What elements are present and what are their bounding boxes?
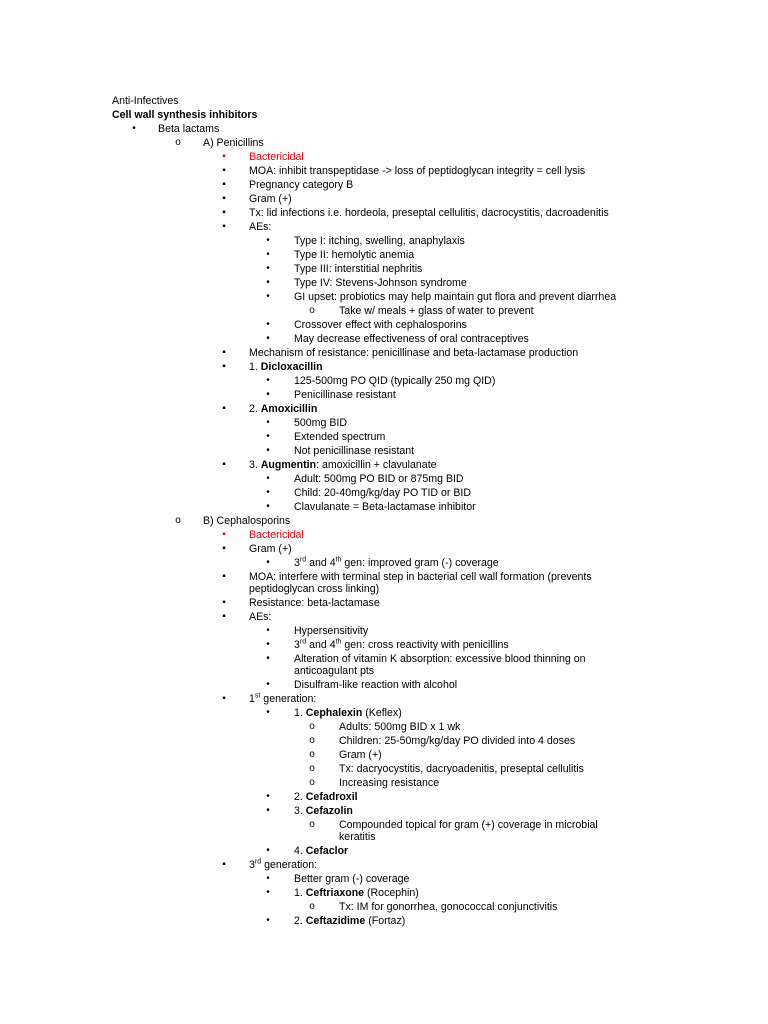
line-text	[249, 528, 304, 542]
line-text	[294, 388, 396, 402]
bullet-marker: •	[266, 319, 270, 330]
line-text	[249, 360, 323, 374]
text-run: Children: 25-50mg/kg/day PO divided into 4 doses	[339, 735, 576, 747]
line-text	[294, 248, 414, 262]
bullet-marker: ▪	[222, 403, 226, 414]
line-text	[294, 262, 422, 276]
text-run: Crossover effect with cephalosporins	[294, 319, 467, 331]
text-run: Gram (+)	[249, 193, 292, 205]
text-run: Compounded topical for gram (+) coverage in microbial	[339, 819, 598, 831]
text-run: 1.	[249, 361, 261, 373]
line-text	[294, 430, 385, 444]
text-run: 2.	[294, 915, 306, 927]
bullet-marker: o	[309, 763, 315, 774]
bullet-marker: ▪	[222, 165, 226, 176]
text-run: GI upset: probiotics may help maintain gut flora and prevent diarrhea	[294, 291, 617, 303]
bullet-marker: o	[309, 901, 315, 912]
text-run: Adults: 500mg BID x 1 wk	[339, 721, 461, 733]
line-text	[249, 220, 271, 234]
text-run: Adult: 500mg PO BID or 875mg BID	[294, 473, 464, 485]
bullet-marker: o	[309, 305, 315, 316]
text-run: Beta lactams	[158, 123, 220, 135]
line-text	[294, 790, 358, 804]
text-run: B) Cephalosporins	[203, 515, 291, 527]
ordinal-suffix: rd	[299, 556, 307, 564]
text-run: 1.	[294, 707, 306, 719]
drug-name: Cefadroxil	[305, 791, 358, 803]
text-run: Increasing resistance	[339, 777, 440, 789]
line-text	[339, 304, 534, 318]
text-run: Hypersensitivity	[294, 625, 369, 637]
text-run: gen: cross reactivity with penicillins	[341, 639, 509, 651]
text-run: MOA: interfere with terminal step in bacterial cell wall formation (prevents	[249, 571, 592, 583]
line-text	[294, 664, 374, 678]
line-text	[294, 914, 405, 928]
bullet-marker: •	[266, 679, 270, 690]
text-run: Child: 20-40mg/kg/day PO TID or BID	[294, 487, 472, 499]
text-run: Tx: IM for gonorrhea, gonococcal conjunctivitis	[339, 901, 558, 913]
text-run: Gram (+)	[339, 749, 382, 761]
line-text	[249, 150, 304, 164]
text-run: and 4	[306, 557, 336, 569]
bullet-marker: •	[266, 873, 270, 884]
text-run: Tx: lid infections i.e. hordeola, preseptal cellulitis, dacrocystitis, dacroadenitis	[249, 207, 609, 219]
text-run: Mechanism of resistance: penicillinase and beta-lactamase production	[249, 347, 579, 359]
bullet-marker: •	[266, 263, 270, 274]
text-run: 1.	[294, 887, 306, 899]
bullet-marker: •	[266, 805, 270, 816]
bullet-marker: o	[175, 137, 181, 148]
bullet-marker: ▪	[222, 151, 226, 162]
bullet-marker: ▪	[222, 611, 226, 622]
bullet-marker: •	[266, 707, 270, 718]
bullet-marker: o	[309, 749, 315, 760]
line-text	[294, 678, 457, 692]
line-text	[339, 720, 460, 734]
line-text	[294, 234, 465, 248]
line-text	[249, 458, 437, 472]
text-run: and 4	[306, 639, 336, 651]
text-run: Type I: itching, swelling, anaphylaxis	[294, 235, 465, 247]
bullet-marker: ▪	[222, 571, 226, 582]
line-text	[339, 748, 382, 762]
bullet-marker: o	[309, 819, 315, 830]
text-run: A) Penicillins	[203, 137, 264, 149]
bullet-marker: ▪	[222, 347, 226, 358]
line-text	[294, 444, 414, 458]
line-text	[294, 416, 347, 430]
bullet-marker: ▪	[222, 221, 226, 232]
drug-name: Cefaclor	[305, 845, 349, 857]
text-run: 3	[249, 859, 255, 871]
drug-name: Cell wall synthesis inhibitors	[112, 109, 258, 121]
line-text	[294, 374, 495, 388]
text-run: 4.	[294, 845, 306, 857]
line-text	[203, 136, 264, 150]
line-text	[249, 610, 271, 624]
text-run: Type IV: Stevens-Johnson syndrome	[294, 277, 467, 289]
bullet-marker: o	[309, 721, 315, 732]
ordinal-suffix: th	[335, 556, 342, 564]
drug-name: Amoxicillin	[260, 403, 318, 415]
bullet-marker: ▪	[222, 529, 226, 540]
bullet-marker: •	[132, 123, 136, 134]
line-text	[249, 178, 353, 192]
text-run: (Fortaz)	[365, 915, 406, 927]
line-text	[294, 706, 402, 720]
bullet-marker: ▪	[222, 361, 226, 372]
bullet-marker: •	[266, 915, 270, 926]
line-text	[294, 556, 499, 570]
text-run: Not penicillinase resistant	[294, 445, 415, 457]
bullet-marker: ▪	[222, 543, 226, 554]
line-text	[294, 486, 471, 500]
text-run: 2.	[294, 791, 306, 803]
bullet-marker: •	[266, 791, 270, 802]
text-run: May decrease effectiveness of oral contraceptives	[294, 333, 529, 345]
line-text	[294, 844, 348, 858]
ordinal-suffix: rd	[299, 638, 307, 646]
bullet-marker: •	[266, 417, 270, 428]
text-run: AEs:	[249, 611, 272, 623]
drug-name: Ceftazidime	[305, 915, 366, 927]
text-run: AEs:	[249, 221, 272, 233]
text-run: Penicillinase resistant	[294, 389, 396, 401]
line-text	[249, 402, 317, 416]
text-run: Gram (+)	[249, 543, 292, 555]
text-run: Disulfram-like reaction with alcohol	[294, 679, 458, 691]
line-text	[249, 206, 609, 220]
bullet-marker: •	[266, 845, 270, 856]
bullet-marker: ▪	[222, 459, 226, 470]
bullet-marker: •	[266, 291, 270, 302]
text-run: Extended spectrum	[294, 431, 386, 443]
text-run: Bactericidal	[249, 151, 304, 163]
line-text	[339, 762, 584, 776]
bullet-marker: o	[175, 515, 181, 526]
line-text	[249, 164, 585, 178]
drug-name: Augmentin	[260, 459, 317, 471]
text-run: 500mg BID	[294, 417, 347, 429]
bullet-marker: •	[266, 653, 270, 664]
line-text	[294, 332, 529, 346]
bullet-marker: •	[266, 389, 270, 400]
drug-name: Ceftriaxone	[305, 887, 365, 899]
line-text	[294, 804, 353, 818]
text-run: peptidoglycan cross linking)	[249, 583, 380, 595]
text-run: 1	[249, 693, 255, 705]
line-text	[339, 900, 557, 914]
bullet-marker: ▪	[222, 693, 226, 704]
bullet-marker: ▪	[222, 859, 226, 870]
line-text	[158, 122, 219, 136]
text-run: anticoagulant pts	[294, 665, 375, 677]
ordinal-suffix: th	[335, 638, 342, 646]
bullet-marker: •	[266, 333, 270, 344]
text-run: generation:	[260, 693, 317, 705]
line-text	[112, 108, 257, 122]
bullet-marker: o	[309, 777, 315, 788]
line-text	[339, 734, 575, 748]
line-text	[249, 596, 380, 610]
bullet-marker: ▪	[222, 597, 226, 608]
bullet-marker: •	[266, 431, 270, 442]
text-run: generation:	[261, 859, 318, 871]
text-run: Resistance: beta-lactamase	[249, 597, 380, 609]
line-text	[339, 830, 376, 844]
line-text	[203, 514, 290, 528]
drug-name: Cefazolin	[305, 805, 353, 817]
line-text	[294, 290, 616, 304]
bullet-marker: o	[309, 735, 315, 746]
bullet-marker: •	[266, 557, 270, 568]
text-run: Anti-Infectives	[112, 95, 179, 107]
bullet-marker: ▪	[222, 207, 226, 218]
bullet-marker: •	[266, 375, 270, 386]
line-text	[294, 638, 509, 652]
text-run: 3.	[294, 805, 306, 817]
text-run: Alteration of vitamin K absorption: excessive blood thinning on	[294, 653, 586, 665]
line-text	[294, 276, 467, 290]
text-run: Take w/ meals + glass of water to prevent	[339, 305, 534, 317]
bullet-marker: •	[266, 249, 270, 260]
drug-name: Cephalexin	[305, 707, 363, 719]
line-text	[112, 94, 179, 108]
bullet-marker: •	[266, 277, 270, 288]
text-run: Pregnancy category B	[249, 179, 354, 191]
line-text	[249, 582, 379, 596]
text-run: Type III: interstitial nephritis	[294, 263, 423, 275]
text-run: 125-500mg PO QID (typically 250 mg QID)	[294, 375, 496, 387]
line-text	[249, 692, 316, 706]
text-run: (Keflex)	[362, 707, 402, 719]
bullet-marker: •	[266, 445, 270, 456]
line-text	[339, 818, 598, 832]
line-text	[294, 318, 467, 332]
text-run: keratitis	[339, 831, 376, 843]
bullet-marker: •	[266, 639, 270, 650]
text-run: 3.	[249, 459, 261, 471]
bullet-marker: ▪	[222, 179, 226, 190]
line-text	[249, 542, 292, 556]
text-run: gen: improved gram (-) coverage	[341, 557, 499, 569]
bullet-marker: •	[266, 473, 270, 484]
text-run: 3	[294, 639, 300, 651]
text-run: Clavulanate = Beta-lactamase inhibitor	[294, 501, 476, 513]
text-run: Better gram (-) coverage	[294, 873, 410, 885]
text-run: (Rocephin)	[364, 887, 419, 899]
ordinal-suffix: rd	[254, 858, 262, 866]
line-text	[339, 776, 439, 790]
drug-name: Dicloxacillin	[260, 361, 323, 373]
text-run: Tx: dacryocystitis, dacryoadenitis, preseptal cellulitis	[339, 763, 584, 775]
ordinal-suffix: st	[254, 692, 261, 700]
text-run: 2.	[249, 403, 261, 415]
bullet-marker: •	[266, 887, 270, 898]
bullet-marker: •	[266, 501, 270, 512]
text-run: Bactericidal	[249, 529, 304, 541]
bullet-marker: •	[266, 625, 270, 636]
line-text	[294, 886, 419, 900]
line-text	[249, 346, 578, 360]
line-text	[249, 858, 317, 872]
line-text	[294, 624, 368, 638]
bullet-marker: •	[266, 235, 270, 246]
line-text	[294, 500, 476, 514]
line-text	[294, 472, 464, 486]
text-run: : amoxicillin + clavulanate	[316, 459, 437, 471]
text-run: MOA: inhibit transpeptidase -> loss of peptidoglycan integrity = cell lysis	[249, 165, 586, 177]
line-text	[249, 192, 292, 206]
line-text	[294, 872, 409, 886]
text-run: Type II: hemolytic anemia	[294, 249, 415, 261]
bullet-marker: ▪	[222, 193, 226, 204]
bullet-marker: •	[266, 487, 270, 498]
text-run: 3	[294, 557, 300, 569]
